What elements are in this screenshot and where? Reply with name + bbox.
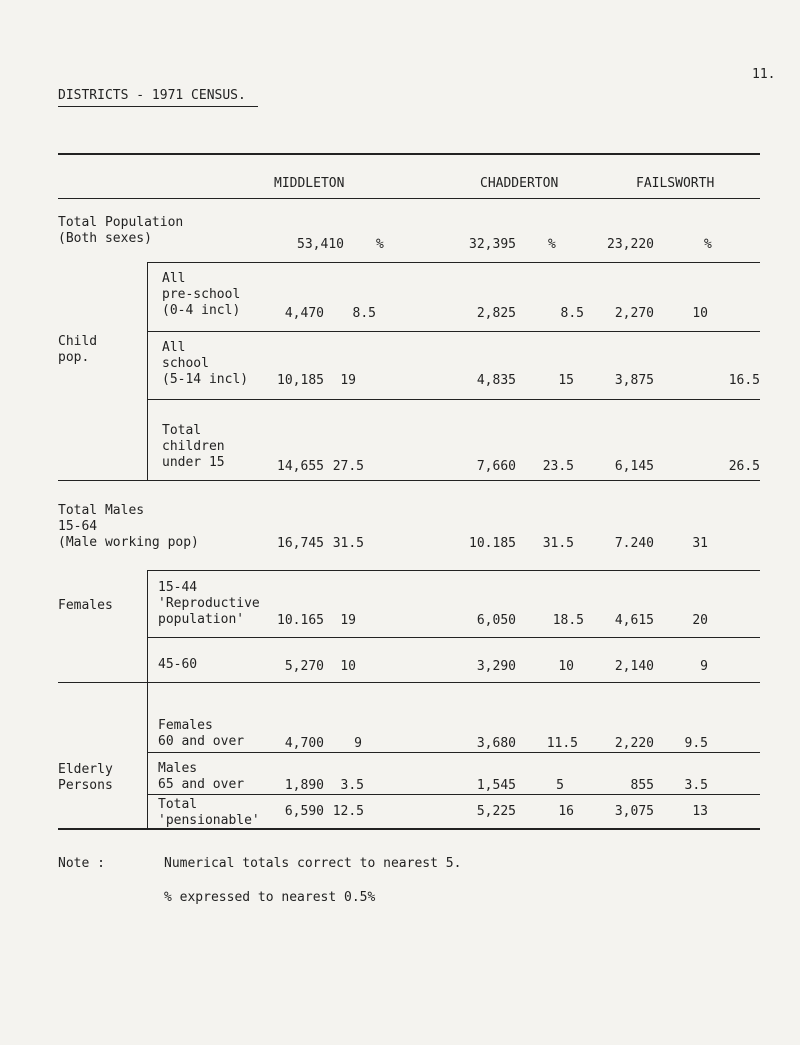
row-label-total-population: Total Population (Both sexes) xyxy=(58,215,184,246)
males-65-failsworth-pct: 3.5 xyxy=(684,778,708,793)
pre-school-chadderton-pct: 8.5 xyxy=(560,306,584,321)
table-top-rule xyxy=(58,153,760,155)
child-row-rule-2 xyxy=(148,399,760,400)
45-60-middleton-pct: 10 xyxy=(340,659,356,674)
total-children-failsworth: 6,145 xyxy=(614,459,654,474)
school-failsworth-pct: 16.5 xyxy=(728,373,760,388)
pre-school-middleton: 4,470 xyxy=(284,306,324,321)
males-65-chadderton: 1,545 xyxy=(476,778,516,793)
column-header-middleton: MIDDLETON xyxy=(274,176,345,191)
reproductive-failsworth-pct: 20 xyxy=(692,613,708,628)
pensionable-chadderton: 5,225 xyxy=(476,804,516,819)
females-bottom-rule xyxy=(58,682,760,683)
pre-school-middleton-pct: 8.5 xyxy=(352,306,376,321)
females-60-middleton: 4,700 xyxy=(284,736,324,751)
elderly-divider xyxy=(147,682,148,828)
females-row-rule xyxy=(148,637,760,638)
females-divider xyxy=(147,570,148,682)
row-label-females-60: Females 60 and over xyxy=(158,718,245,749)
pensionable-middleton-pct: 12.5 xyxy=(332,804,364,819)
females-top-rule xyxy=(148,570,760,571)
note-label: Note : xyxy=(58,856,105,871)
page-title: DISTRICTS - 1971 CENSUS. xyxy=(58,88,246,103)
child-section-bottom-rule xyxy=(58,480,760,481)
school-middleton: 10,185 xyxy=(277,373,324,388)
note-line-2: % expressed to nearest 0.5% xyxy=(164,890,376,905)
page-number: 11. xyxy=(752,67,776,82)
row-label-school: All school (5-14 incl) xyxy=(162,340,249,387)
group-label-females: Females xyxy=(58,598,113,613)
total-pop-failsworth: 23,220 xyxy=(607,237,654,252)
males-65-chadderton-pct: 5 xyxy=(556,778,564,793)
45-60-middleton: 5,270 xyxy=(284,659,324,674)
45-60-chadderton: 3,290 xyxy=(476,659,516,674)
males-65-middleton: 1,890 xyxy=(284,778,324,793)
group-label-child-pop: Child pop. xyxy=(58,334,98,365)
females-60-chadderton: 3,680 xyxy=(476,736,516,751)
pre-school-failsworth: 2,270 xyxy=(614,306,654,321)
females-60-chadderton-pct: 11.5 xyxy=(546,736,578,751)
total-children-middleton: 14,655 xyxy=(277,459,324,474)
reproductive-middleton: 10.165 xyxy=(277,613,324,628)
pensionable-failsworth-pct: 13 xyxy=(692,804,708,819)
total-pop-middleton-pct: % xyxy=(376,237,384,252)
table-bottom-rule xyxy=(58,828,760,830)
pensionable-chadderton-pct: 16 xyxy=(558,804,574,819)
total-males-middleton: 16,745 xyxy=(277,536,324,551)
total-children-middleton-pct: 27.5 xyxy=(332,459,364,474)
total-males-chadderton: 10.185 xyxy=(469,536,516,551)
total-children-chadderton: 7,660 xyxy=(476,459,516,474)
column-header-chadderton: CHADDERTON xyxy=(480,176,559,191)
total-pop-chadderton-pct: % xyxy=(548,237,556,252)
pensionable-failsworth: 3,075 xyxy=(614,804,654,819)
total-pop-middleton: 53,410 xyxy=(297,237,344,252)
header-bottom-rule xyxy=(58,198,760,199)
child-row-rule-1 xyxy=(148,331,760,332)
row-label-reproductive: 15-44 'Reproductive population' xyxy=(158,580,260,627)
school-chadderton-pct: 15 xyxy=(558,373,574,388)
total-males-failsworth-pct: 31 xyxy=(692,536,708,551)
school-chadderton: 4,835 xyxy=(476,373,516,388)
row-label-pre-school: All pre-school (0-4 incl) xyxy=(162,271,241,318)
45-60-chadderton-pct: 10 xyxy=(558,659,574,674)
elderly-row-rule-1 xyxy=(148,752,760,753)
group-label-elderly: Elderly Persons xyxy=(58,762,113,793)
females-60-middleton-pct: 9 xyxy=(354,736,362,751)
males-65-failsworth: 855 xyxy=(630,778,654,793)
total-pop-failsworth-pct: % xyxy=(704,237,712,252)
pre-school-failsworth-pct: 10 xyxy=(692,306,708,321)
total-males-failsworth: 7.240 xyxy=(614,536,654,551)
total-children-failsworth-pct: 26.5 xyxy=(728,459,760,474)
school-middleton-pct: 19 xyxy=(340,373,356,388)
title-underline xyxy=(58,106,258,107)
total-males-chadderton-pct: 31.5 xyxy=(542,536,574,551)
females-60-failsworth: 2,220 xyxy=(614,736,654,751)
note-line-1: Numerical totals correct to nearest 5. xyxy=(164,856,462,871)
row-label-total-children: Total children under 15 xyxy=(162,423,225,470)
reproductive-chadderton-pct: 18.5 xyxy=(552,613,584,628)
males-65-middleton-pct: 3.5 xyxy=(340,778,364,793)
school-failsworth: 3,875 xyxy=(614,373,654,388)
45-60-failsworth-pct: 9 xyxy=(700,659,708,674)
pensionable-middleton: 6,590 xyxy=(284,804,324,819)
child-section-top-rule xyxy=(148,262,760,263)
row-label-males-65: Males 65 and over xyxy=(158,761,245,792)
pre-school-chadderton: 2,825 xyxy=(476,306,516,321)
reproductive-chadderton: 6,050 xyxy=(476,613,516,628)
elderly-row-rule-2 xyxy=(148,794,760,795)
column-header-failsworth: FAILSWORTH xyxy=(636,176,715,191)
total-males-middleton-pct: 31.5 xyxy=(332,536,364,551)
row-label-45-60: 45-60 xyxy=(158,657,198,672)
row-label-pensionable: Total 'pensionable' xyxy=(158,797,260,828)
child-section-divider xyxy=(147,262,148,480)
females-60-failsworth-pct: 9.5 xyxy=(684,736,708,751)
reproductive-failsworth: 4,615 xyxy=(614,613,654,628)
reproductive-middleton-pct: 19 xyxy=(340,613,356,628)
total-pop-chadderton: 32,395 xyxy=(469,237,516,252)
45-60-failsworth: 2,140 xyxy=(614,659,654,674)
row-label-total-males: Total Males 15-64 (Male working pop) xyxy=(58,503,199,550)
total-children-chadderton-pct: 23.5 xyxy=(542,459,574,474)
